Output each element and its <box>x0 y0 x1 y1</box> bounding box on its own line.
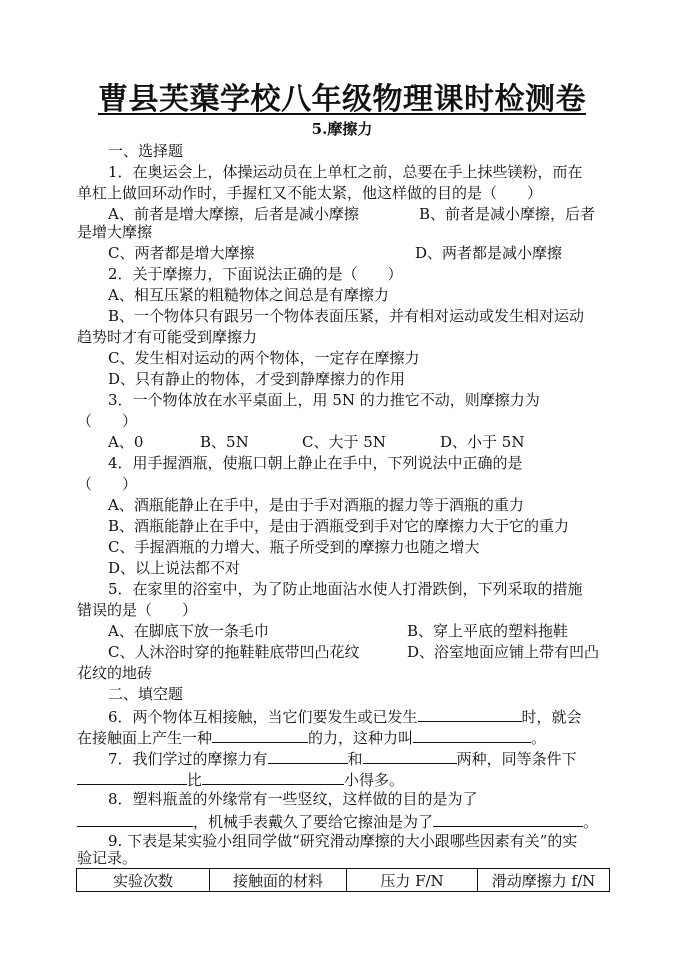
q6-text-2: 时，就会 <box>521 708 582 726</box>
table-header-friction: 滑动摩擦力 f/N <box>478 869 610 892</box>
q7-blank-1[interactable] <box>268 747 348 764</box>
section-fill-heading: 二、填空题 <box>108 685 184 703</box>
q3-stem-line1: 3．一个物体放在水平桌面上，用 5N 的力推它不动，则摩擦力为 <box>108 391 540 409</box>
q5-option-c: C、人沐浴时穿的拖鞋鞋底带凹凸花纹 <box>108 643 360 661</box>
q5-option-d-line1: D、浴室地面应铺上带有凹凸 <box>407 643 600 661</box>
q9-stem-line1: 9. 下表是某实验小组同学做“研究滑动摩擦的大小跟哪些因素有关”的实 <box>108 832 578 850</box>
q8-text-2: ，机械手表戴久了要给它擦油是为了 <box>193 813 434 831</box>
q2-option-a: A、相互压紧的粗糙物体之间总是有摩擦力 <box>108 286 389 304</box>
experiment-table <box>76 868 610 892</box>
q4-option-c: C、手握酒瓶的力增大、瓶子所受到的摩擦力也随之增大 <box>108 538 480 556</box>
q8-line1: 8．塑料瓶盖的外缘常有一些竖纹，这样做的目的是为了 <box>108 790 478 808</box>
q5-stem-line1: 5．在家里的浴室中，为了防止地面沾水使人打滑跌倒，下列采取的措施 <box>108 580 583 598</box>
q7-text-3: 两种，同等条件下 <box>456 750 577 768</box>
q1-option-c: C、两者都是增大摩擦 <box>108 244 255 262</box>
q6-line1 <box>108 705 582 727</box>
q4-option-d: D、以上说法都不对 <box>108 559 241 577</box>
q7-text-5: 小得多。 <box>344 771 405 789</box>
q5-option-d-line2: 花纹的地砖 <box>77 664 153 682</box>
q1-stem-line1: 1．在奥运会上，体操运动员在上单杠之前，总要在手上抹些镁粉，而在 <box>108 163 583 181</box>
q8-blank-1[interactable] <box>77 810 193 827</box>
q4-option-b: B、酒瓶能静止在手中，是由于酒瓶受到手对它的摩擦力大于它的重力 <box>108 517 570 535</box>
q7-text-2: 和 <box>347 750 363 768</box>
q1-option-a: A、前者是增大摩擦，后者是减小摩擦 <box>108 205 359 223</box>
q3-option-b: B、5N <box>200 433 249 451</box>
q3-option-d: D、小于 5N <box>440 433 525 451</box>
q6-blank-2[interactable] <box>212 726 308 743</box>
q2-option-b-line1: B、一个物体只有跟另一个物体表面压紧，并有相对运动或发生相对运动 <box>108 307 585 325</box>
q3-stem-line2: （ ） <box>77 412 138 430</box>
q2-option-c: C、发生相对运动的两个物体，一定存在摩擦力 <box>108 349 420 367</box>
page-title: 曹县芙蕖学校八年级物理课时检测卷 <box>98 82 586 117</box>
q2-option-b-line2: 趋势时才有可能受到摩擦力 <box>77 328 258 346</box>
q5-stem-line2: 错误的是（ ） <box>77 601 198 619</box>
q6-text-5: 。 <box>531 729 547 747</box>
q7-blank-4[interactable] <box>202 768 344 785</box>
q7-text-1: 7．我们学过的摩擦力有 <box>108 750 268 768</box>
q4-option-a: A、酒瓶能静止在手中，是由于手对酒瓶的握力等于酒瓶的重力 <box>108 496 524 514</box>
q7-blank-3[interactable] <box>77 768 187 785</box>
q7-line1 <box>108 747 577 769</box>
q4-stem-line2: （ ） <box>77 475 138 493</box>
section-choice-heading: 一、选择题 <box>108 142 184 160</box>
table-header-row <box>77 869 610 892</box>
table-header-pressure: 压力 F/N <box>347 869 478 892</box>
q4-stem-line1: 4．用手握酒瓶，使瓶口朝上静止在手中，下列说法中正确的是 <box>108 454 523 472</box>
q3-option-c: C、大于 5N <box>302 433 386 451</box>
q9-stem-line2: 验记录。 <box>77 849 138 867</box>
table-header-material: 接触面的材料 <box>210 869 347 892</box>
q2-stem: 2．关于摩擦力，下面说法正确的是（ ） <box>108 265 403 283</box>
q6-text-1: 6．两个物体互相接触，当它们要发生或已发生 <box>108 708 418 726</box>
table-header-trial: 实验次数 <box>77 869 210 892</box>
q1-option-b-line2: 是增大摩擦 <box>77 223 153 241</box>
q6-blank-1[interactable] <box>418 705 522 722</box>
q1-stem-line2: 单杠上做回环动作时，手握杠又不能太紧，他这样做的目的是（ ） <box>77 184 543 202</box>
q5-option-a: A、在脚底下放一条毛巾 <box>108 622 269 640</box>
q8-text-3: 。 <box>583 813 599 831</box>
q6-text-3: 在接触面上产生一种 <box>77 729 213 747</box>
q7-line2 <box>77 768 404 790</box>
q1-option-b-line1: B、前者是减小摩擦，后者 <box>419 205 596 223</box>
q6-blank-3[interactable] <box>413 726 531 743</box>
lesson-subtitle: 5.摩擦力 <box>311 120 373 138</box>
q2-option-d: D、只有静止的物体，才受到静摩擦力的作用 <box>108 370 406 388</box>
q8-blank-2[interactable] <box>433 810 583 827</box>
q3-option-a: A、0 <box>108 433 144 451</box>
q6-line2 <box>77 726 546 748</box>
q7-blank-2[interactable] <box>363 747 457 764</box>
q1-option-d: D、两者都是减小摩擦 <box>415 244 563 262</box>
q5-option-b: B、穿上平底的塑料拖鞋 <box>407 622 569 640</box>
q8-line2 <box>77 810 598 832</box>
q7-text-4: 比 <box>187 771 203 789</box>
q6-text-4: 的力，这种力叫 <box>308 729 414 747</box>
